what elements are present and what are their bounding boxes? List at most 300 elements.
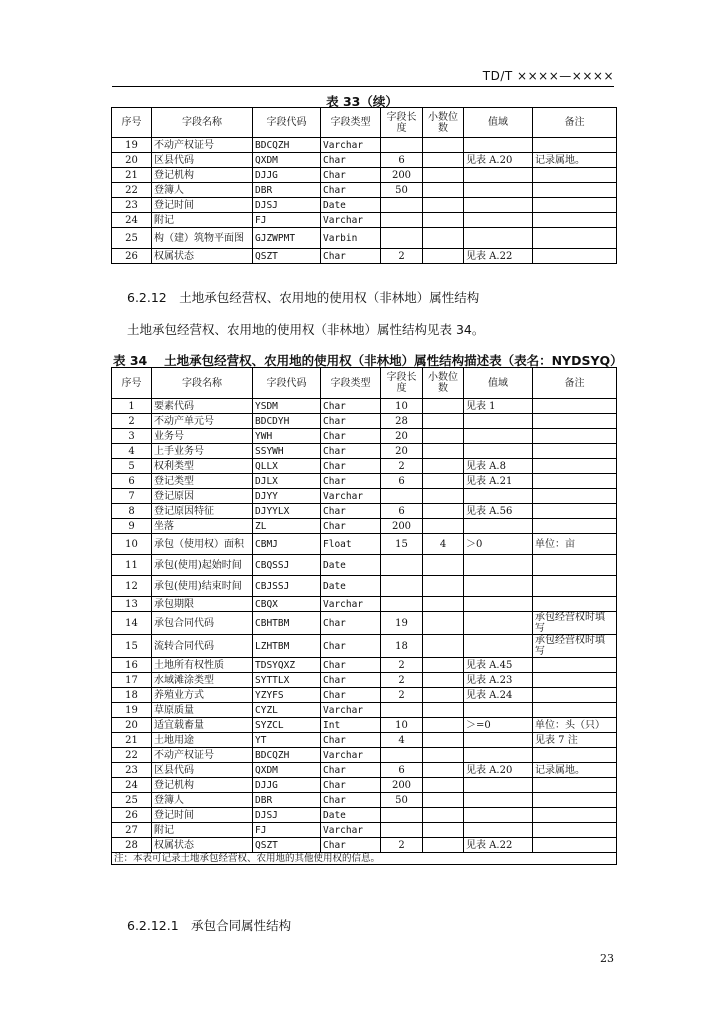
table-row bbox=[112, 688, 617, 703]
table-cell: DJLX bbox=[253, 474, 321, 489]
table-cell: 权属状态 bbox=[152, 249, 253, 264]
table-cell: 登记原因 bbox=[152, 489, 253, 504]
table-cell bbox=[533, 429, 617, 444]
table-cell: 记录属地。 bbox=[533, 763, 617, 778]
section-paragraph: 土地承包经营权、农用地的使用权（非林地）属性结构见表 34。 bbox=[127, 322, 485, 337]
table-cell: 200 bbox=[381, 519, 423, 534]
table-cell: YWH bbox=[253, 429, 321, 444]
table-cell: 养殖业方式 bbox=[152, 688, 253, 703]
table-cell bbox=[423, 688, 464, 703]
table-cell: Varbin bbox=[321, 228, 381, 249]
table-cell bbox=[533, 213, 617, 228]
table-note-row bbox=[112, 853, 617, 865]
table-cell: 4 bbox=[112, 444, 152, 459]
table-cell bbox=[533, 168, 617, 183]
table-cell bbox=[533, 444, 617, 459]
table-cell: Char bbox=[321, 399, 381, 414]
table-cell: Char bbox=[321, 474, 381, 489]
table-cell bbox=[423, 838, 464, 853]
table-cell bbox=[423, 658, 464, 673]
table-cell: BDCQZH bbox=[253, 748, 321, 763]
table-cell: 3 bbox=[112, 429, 152, 444]
table-cell: 18 bbox=[112, 688, 152, 703]
table-cell: QLLX bbox=[253, 459, 321, 474]
table-cell: 区县代码 bbox=[152, 763, 253, 778]
table-cell: CBQX bbox=[253, 597, 321, 612]
table-cell: 8 bbox=[112, 504, 152, 519]
table-cell: 16 bbox=[112, 658, 152, 673]
table-row bbox=[112, 534, 617, 555]
table-cell: 权利类型 bbox=[152, 459, 253, 474]
table-cell: 不动产权证号 bbox=[152, 748, 253, 763]
table-cell: Char bbox=[321, 459, 381, 474]
table-cell bbox=[423, 597, 464, 612]
table-cell bbox=[423, 519, 464, 534]
header-rule bbox=[112, 86, 614, 87]
section-heading-6-2-12-1: 6.2.12.1 承包合同属性结构 bbox=[127, 918, 292, 933]
table-note: 注：本表可记录土地承包经营权、农用地的其他使用权的信息。 bbox=[112, 853, 617, 865]
table-cell: 2 bbox=[112, 414, 152, 429]
table-cell: 2 bbox=[381, 838, 423, 853]
table-row bbox=[112, 823, 617, 838]
table-cell bbox=[533, 793, 617, 808]
column-header: 字段类型 bbox=[321, 108, 381, 138]
table-cell: 15 bbox=[381, 534, 423, 555]
table-cell bbox=[464, 748, 533, 763]
table-cell: 见表 A.20 bbox=[464, 153, 533, 168]
table-cell: 20 bbox=[381, 444, 423, 459]
table-cell: Char bbox=[321, 778, 381, 793]
table-cell: 2 bbox=[381, 658, 423, 673]
table-cell: YT bbox=[253, 733, 321, 748]
table-row bbox=[112, 429, 617, 444]
table-row bbox=[112, 183, 617, 198]
table-cell: 见表 A.23 bbox=[464, 673, 533, 688]
table-cell bbox=[533, 688, 617, 703]
table-cell: DJSJ bbox=[253, 198, 321, 213]
table-cell bbox=[464, 183, 533, 198]
table-row bbox=[112, 399, 617, 414]
table-cell bbox=[533, 597, 617, 612]
table-cell: 记录属地。 bbox=[533, 153, 617, 168]
table-cell bbox=[533, 399, 617, 414]
table-cell: 坐落 bbox=[152, 519, 253, 534]
table-cell bbox=[464, 444, 533, 459]
table-cell: Float bbox=[321, 534, 381, 555]
table-cell: 登记时间 bbox=[152, 808, 253, 823]
table-cell: 附记 bbox=[152, 823, 253, 838]
table-cell bbox=[423, 168, 464, 183]
table-cell: 6 bbox=[112, 474, 152, 489]
column-header: 小数位数 bbox=[423, 368, 464, 399]
table-cell bbox=[423, 793, 464, 808]
table-cell bbox=[423, 228, 464, 249]
table-cell: BDCQZH bbox=[253, 138, 321, 153]
table-cell: Char bbox=[321, 183, 381, 198]
table-cell: 6 bbox=[381, 153, 423, 168]
table-cell bbox=[464, 555, 533, 576]
table-cell: Char bbox=[321, 793, 381, 808]
table-cell bbox=[533, 228, 617, 249]
table-cell bbox=[464, 597, 533, 612]
table-row bbox=[112, 489, 617, 504]
table-cell bbox=[464, 793, 533, 808]
table-cell: 19 bbox=[112, 703, 152, 718]
table-cell bbox=[423, 138, 464, 153]
table-cell bbox=[464, 733, 533, 748]
table-cell: Char bbox=[321, 673, 381, 688]
table-cell bbox=[533, 519, 617, 534]
table-cell bbox=[464, 198, 533, 213]
table-cell: ＞=0 bbox=[464, 718, 533, 733]
table-cell bbox=[464, 612, 533, 635]
table-header-row bbox=[112, 108, 617, 138]
table-cell: 单位：头（只） bbox=[533, 718, 617, 733]
table-cell: 21 bbox=[112, 733, 152, 748]
table-cell: Varchar bbox=[321, 748, 381, 763]
table-cell: 200 bbox=[381, 778, 423, 793]
table-cell bbox=[533, 459, 617, 474]
table-cell bbox=[464, 808, 533, 823]
table-cell: 附记 bbox=[152, 213, 253, 228]
table-cell bbox=[423, 474, 464, 489]
table-cell: 见表 1 bbox=[464, 399, 533, 414]
table-row bbox=[112, 519, 617, 534]
table-cell: 水域滩涂类型 bbox=[152, 673, 253, 688]
table-cell: Char bbox=[321, 635, 381, 658]
table-cell bbox=[381, 489, 423, 504]
table-cell bbox=[423, 183, 464, 198]
table-row bbox=[112, 444, 617, 459]
table-cell bbox=[423, 444, 464, 459]
table-cell: 14 bbox=[112, 612, 152, 635]
table-cell: 见表 A.56 bbox=[464, 504, 533, 519]
table-cell bbox=[381, 555, 423, 576]
table-cell bbox=[381, 138, 423, 153]
table-cell bbox=[464, 168, 533, 183]
table-cell bbox=[423, 748, 464, 763]
table-cell: Char bbox=[321, 414, 381, 429]
table-cell: 13 bbox=[112, 597, 152, 612]
column-header: 备注 bbox=[533, 108, 617, 138]
table-cell bbox=[381, 228, 423, 249]
table-cell: Char bbox=[321, 153, 381, 168]
table-cell: BDCDYH bbox=[253, 414, 321, 429]
table-cell: 要素代码 bbox=[152, 399, 253, 414]
table-row bbox=[112, 718, 617, 733]
table-cell: 24 bbox=[112, 778, 152, 793]
table-cell: 上手业务号 bbox=[152, 444, 253, 459]
table-cell bbox=[464, 429, 533, 444]
table-cell: 权属状态 bbox=[152, 838, 253, 853]
table33-caption: 表 33（续） bbox=[326, 94, 398, 109]
table-cell bbox=[381, 213, 423, 228]
table-cell: SYTTLX bbox=[253, 673, 321, 688]
table-cell: 22 bbox=[112, 748, 152, 763]
table-row bbox=[112, 414, 617, 429]
table-cell bbox=[423, 778, 464, 793]
table-cell bbox=[464, 519, 533, 534]
table-cell: 1 bbox=[112, 399, 152, 414]
column-header: 值域 bbox=[464, 108, 533, 138]
table-row bbox=[112, 597, 617, 612]
table-cell bbox=[423, 808, 464, 823]
table-cell bbox=[423, 504, 464, 519]
table-cell: 2 bbox=[381, 673, 423, 688]
table-cell bbox=[423, 673, 464, 688]
table-cell: YSDM bbox=[253, 399, 321, 414]
table-cell: CBMJ bbox=[253, 534, 321, 555]
table-cell: Char bbox=[321, 733, 381, 748]
table-cell bbox=[464, 823, 533, 838]
table-cell bbox=[423, 823, 464, 838]
column-header: 序号 bbox=[112, 108, 152, 138]
table-cell: Date bbox=[321, 555, 381, 576]
table-cell: 2 bbox=[381, 688, 423, 703]
table-cell bbox=[464, 213, 533, 228]
table-row bbox=[112, 808, 617, 823]
table-cell bbox=[464, 138, 533, 153]
table-row bbox=[112, 576, 617, 597]
table-cell bbox=[464, 228, 533, 249]
table-cell: 草原质量 bbox=[152, 703, 253, 718]
table-cell: DBR bbox=[253, 183, 321, 198]
table-cell: 19 bbox=[112, 138, 152, 153]
table-cell: LZHTBM bbox=[253, 635, 321, 658]
table-cell: 土地所有权性质 bbox=[152, 658, 253, 673]
table-row bbox=[112, 504, 617, 519]
table-cell: DJYY bbox=[253, 489, 321, 504]
table-row bbox=[112, 703, 617, 718]
table-row bbox=[112, 748, 617, 763]
table-cell: DJJG bbox=[253, 168, 321, 183]
table-cell: 登记机构 bbox=[152, 778, 253, 793]
table-cell: 11 bbox=[112, 555, 152, 576]
table-cell: GJZWPMT bbox=[253, 228, 321, 249]
table-cell: Char bbox=[321, 838, 381, 853]
table-cell: 适宜载畜量 bbox=[152, 718, 253, 733]
page-number: 23 bbox=[600, 952, 614, 965]
table-cell: TDSYQXZ bbox=[253, 658, 321, 673]
table-cell: 4 bbox=[423, 534, 464, 555]
table-cell bbox=[533, 138, 617, 153]
table-cell bbox=[423, 489, 464, 504]
table-row bbox=[112, 778, 617, 793]
table-cell: 6 bbox=[381, 763, 423, 778]
table-cell: QXDM bbox=[253, 763, 321, 778]
table-cell: 承包(使用)起始时间 bbox=[152, 555, 253, 576]
table-cell bbox=[533, 414, 617, 429]
table-cell bbox=[423, 635, 464, 658]
table-row bbox=[112, 198, 617, 213]
table-cell: 26 bbox=[112, 249, 152, 264]
column-header: 字段名称 bbox=[152, 108, 253, 138]
table-cell: DJJG bbox=[253, 778, 321, 793]
table-row bbox=[112, 153, 617, 168]
table-cell: 业务号 bbox=[152, 429, 253, 444]
table-cell: 承包经营权时填写 bbox=[533, 635, 617, 658]
table-cell: SYZCL bbox=[253, 718, 321, 733]
table-cell: 登簿人 bbox=[152, 793, 253, 808]
table-cell: QXDM bbox=[253, 153, 321, 168]
table-cell: 15 bbox=[112, 635, 152, 658]
table-cell: 区县代码 bbox=[152, 153, 253, 168]
table-cell bbox=[381, 597, 423, 612]
table-cell: Varchar bbox=[321, 138, 381, 153]
table-row bbox=[112, 213, 617, 228]
table-cell: 5 bbox=[112, 459, 152, 474]
table-cell bbox=[423, 429, 464, 444]
table-cell bbox=[533, 778, 617, 793]
table-cell: 21 bbox=[112, 168, 152, 183]
table-cell bbox=[381, 748, 423, 763]
table-cell bbox=[533, 748, 617, 763]
table-cell bbox=[464, 576, 533, 597]
table-cell: 承包（使用权）面积 bbox=[152, 534, 253, 555]
table-cell: SSYWH bbox=[253, 444, 321, 459]
column-header: 字段长度 bbox=[381, 108, 423, 138]
table-cell: 50 bbox=[381, 793, 423, 808]
table-cell: 24 bbox=[112, 213, 152, 228]
table-cell: DJSJ bbox=[253, 808, 321, 823]
table-cell: 登记原因特征 bbox=[152, 504, 253, 519]
table-cell bbox=[464, 414, 533, 429]
table-row bbox=[112, 635, 617, 658]
table-row bbox=[112, 474, 617, 489]
table-cell: 构（建）筑物平面图 bbox=[152, 228, 253, 249]
table-cell: Char bbox=[321, 168, 381, 183]
table-cell: 见表 A.20 bbox=[464, 763, 533, 778]
table-cell: 18 bbox=[381, 635, 423, 658]
table-cell bbox=[423, 733, 464, 748]
table-cell bbox=[533, 838, 617, 853]
table-cell: 50 bbox=[381, 183, 423, 198]
table-33 bbox=[111, 107, 617, 264]
table-cell: 23 bbox=[112, 763, 152, 778]
table-row bbox=[112, 612, 617, 635]
table-cell bbox=[381, 703, 423, 718]
column-header: 字段长度 bbox=[381, 368, 423, 399]
table-cell: 9 bbox=[112, 519, 152, 534]
table-cell bbox=[464, 703, 533, 718]
table-cell bbox=[464, 489, 533, 504]
table-cell bbox=[423, 399, 464, 414]
table-cell bbox=[533, 703, 617, 718]
table-cell bbox=[533, 504, 617, 519]
table-cell: Date bbox=[321, 808, 381, 823]
table-cell: Varchar bbox=[321, 823, 381, 838]
table-cell bbox=[381, 823, 423, 838]
table-cell: 6 bbox=[381, 504, 423, 519]
table-cell: QSZT bbox=[253, 249, 321, 264]
table-cell: CYZL bbox=[253, 703, 321, 718]
table-cell: 12 bbox=[112, 576, 152, 597]
table-row bbox=[112, 249, 617, 264]
table-cell: 登簿人 bbox=[152, 183, 253, 198]
table-cell: Varchar bbox=[321, 703, 381, 718]
table-cell: ＞0 bbox=[464, 534, 533, 555]
table-cell: 承包合同代码 bbox=[152, 612, 253, 635]
table-cell bbox=[533, 823, 617, 838]
table-cell: CBJSSJ bbox=[253, 576, 321, 597]
table-cell: 20 bbox=[381, 429, 423, 444]
table-34 bbox=[111, 367, 617, 865]
table-cell: Char bbox=[321, 249, 381, 264]
table-cell bbox=[423, 703, 464, 718]
column-header: 备注 bbox=[533, 368, 617, 399]
table-cell: 20 bbox=[112, 718, 152, 733]
table-cell: 见表 A.8 bbox=[464, 459, 533, 474]
table-cell: 不动产单元号 bbox=[152, 414, 253, 429]
table-cell bbox=[423, 576, 464, 597]
table-cell: 10 bbox=[381, 399, 423, 414]
table-cell: 见表 A.24 bbox=[464, 688, 533, 703]
table-cell: 见表 A.22 bbox=[464, 838, 533, 853]
table-cell: Char bbox=[321, 688, 381, 703]
table-cell bbox=[423, 718, 464, 733]
table-cell: Date bbox=[321, 576, 381, 597]
table-cell: 承包(使用)结束时间 bbox=[152, 576, 253, 597]
table-cell: 承包经营权时填写 bbox=[533, 612, 617, 635]
table-cell bbox=[464, 778, 533, 793]
table-cell bbox=[381, 198, 423, 213]
table-cell: 20 bbox=[112, 153, 152, 168]
table-cell: Char bbox=[321, 429, 381, 444]
table-cell bbox=[533, 658, 617, 673]
table-cell bbox=[533, 474, 617, 489]
table-cell: 10 bbox=[381, 718, 423, 733]
column-header: 字段代码 bbox=[253, 368, 321, 399]
column-header: 序号 bbox=[112, 368, 152, 399]
table-cell bbox=[423, 198, 464, 213]
column-header: 小数位数 bbox=[423, 108, 464, 138]
table-cell: 19 bbox=[381, 612, 423, 635]
table-cell bbox=[423, 414, 464, 429]
table-cell: QSZT bbox=[253, 838, 321, 853]
table-cell: 2 bbox=[381, 459, 423, 474]
table-cell: Varchar bbox=[321, 213, 381, 228]
table-cell: CBQSSJ bbox=[253, 555, 321, 576]
table-cell: CBHTBM bbox=[253, 612, 321, 635]
table-cell: 见表 A.45 bbox=[464, 658, 533, 673]
table-cell: DBR bbox=[253, 793, 321, 808]
table-cell: 28 bbox=[381, 414, 423, 429]
document-code: TD/T ××××—×××× bbox=[482, 69, 614, 83]
table-cell bbox=[533, 555, 617, 576]
table-row bbox=[112, 673, 617, 688]
table-cell: 登记机构 bbox=[152, 168, 253, 183]
table-row bbox=[112, 138, 617, 153]
column-header: 字段代码 bbox=[253, 108, 321, 138]
table-cell: Char bbox=[321, 612, 381, 635]
table-cell: DJYYLX bbox=[253, 504, 321, 519]
table-cell: Char bbox=[321, 519, 381, 534]
table-header-row bbox=[112, 368, 617, 399]
table-cell bbox=[423, 612, 464, 635]
table34-caption: 表 34 土地承包经营权、农用地的使用权（非林地）属性结构描述表（表名：NYDSYQ） bbox=[113, 353, 623, 368]
table-cell: YZYFS bbox=[253, 688, 321, 703]
table-cell bbox=[533, 183, 617, 198]
table-cell: 28 bbox=[112, 838, 152, 853]
table-cell: 4 bbox=[381, 733, 423, 748]
table-cell bbox=[464, 635, 533, 658]
table-cell: 27 bbox=[112, 823, 152, 838]
table-cell bbox=[533, 576, 617, 597]
table-row bbox=[112, 733, 617, 748]
table-cell: FJ bbox=[253, 823, 321, 838]
table-cell: Char bbox=[321, 763, 381, 778]
table-cell bbox=[423, 249, 464, 264]
